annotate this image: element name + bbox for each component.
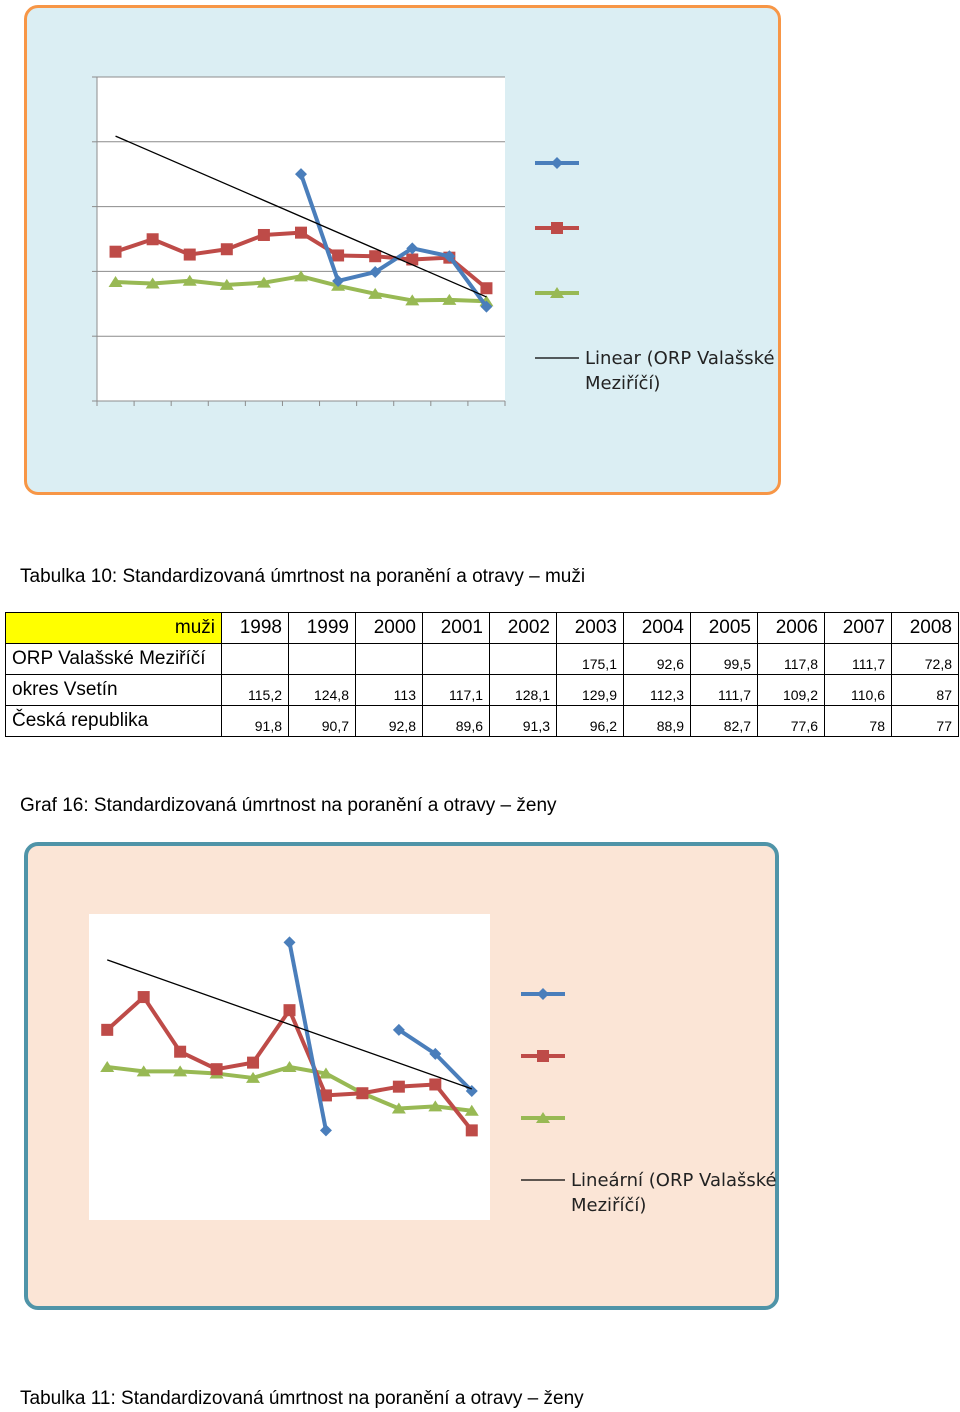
year-header: 2004 [624, 613, 691, 644]
table-cell: 128,1 [490, 675, 557, 706]
data-point [393, 1081, 405, 1093]
table-cell: 72,8 [892, 644, 959, 675]
table-cell: 78 [825, 706, 892, 737]
table10-caption: Tabulka 10: Standardizovaná úmrtnost na poranění a otravy – muži [20, 566, 586, 587]
table-cell: 96,2 [557, 706, 624, 737]
table-cell: 117,1 [423, 675, 490, 706]
data-point [466, 1124, 478, 1136]
legend-marker [537, 1050, 549, 1062]
year-header: 2008 [892, 613, 959, 644]
table-cell: 92,8 [356, 706, 423, 737]
row-label: ORP Valašské Meziříčí [6, 644, 222, 675]
table-cell: 91,8 [222, 706, 289, 737]
year-header: 2005 [691, 613, 758, 644]
legend-label-trend: Linear (ORP Valašské Meziříčí) [585, 348, 775, 394]
graf16-caption: Graf 16: Standardizovaná úmrtnost na poranění a otravy – ženy [20, 795, 557, 816]
year-header: 2006 [758, 613, 825, 644]
table-cell: 110,6 [825, 675, 892, 706]
data-point [101, 1024, 113, 1036]
table-cell: 175,1 [557, 644, 624, 675]
year-header: 1998 [222, 613, 289, 644]
table-cell: 99,5 [691, 644, 758, 675]
table11-caption: Tabulka 11: Standardizovaná úmrtnost na poranění a otravy – ženy [20, 1388, 584, 1409]
table-cell: 113 [356, 675, 423, 706]
table-cell: 129,9 [557, 675, 624, 706]
table-cell: 112,3 [624, 675, 691, 706]
table-cell: 92,6 [624, 644, 691, 675]
year-header: 2003 [557, 613, 624, 644]
table-cell: 109,2 [758, 675, 825, 706]
table-cell: 91,3 [490, 706, 557, 737]
data-point [138, 991, 150, 1003]
year-header: 2002 [490, 613, 557, 644]
table-cell: 89,6 [423, 706, 490, 737]
data-point [356, 1087, 368, 1099]
table-cell: 82,7 [691, 706, 758, 737]
table-cell: 88,9 [624, 706, 691, 737]
year-header: 2007 [825, 613, 892, 644]
row-label: okres Vsetín [6, 675, 222, 706]
table-cell: 87 [892, 675, 959, 706]
data-point [247, 1057, 259, 1069]
table-cell: 111,7 [825, 644, 892, 675]
table-cell: 77,6 [758, 706, 825, 737]
table-cell: 77 [892, 706, 959, 737]
data-point [429, 1078, 441, 1090]
data-point [284, 1004, 296, 1016]
table-cell: 90,7 [289, 706, 356, 737]
table-corner-label: muži [6, 613, 222, 644]
year-header: 1999 [289, 613, 356, 644]
row-label: Česká republika [6, 706, 222, 737]
table-cell: 111,7 [691, 675, 758, 706]
legend-marker [537, 988, 549, 1000]
year-header: 2000 [356, 613, 423, 644]
year-header: 2001 [423, 613, 490, 644]
table-cell: 115,2 [222, 675, 289, 706]
data-point [211, 1063, 223, 1075]
data-point [174, 1046, 186, 1058]
table-cell: 117,8 [758, 644, 825, 675]
legend-label-trend: Lineární (ORP Valašské Meziříčí) [571, 1170, 777, 1216]
table-cell: 124,8 [289, 675, 356, 706]
